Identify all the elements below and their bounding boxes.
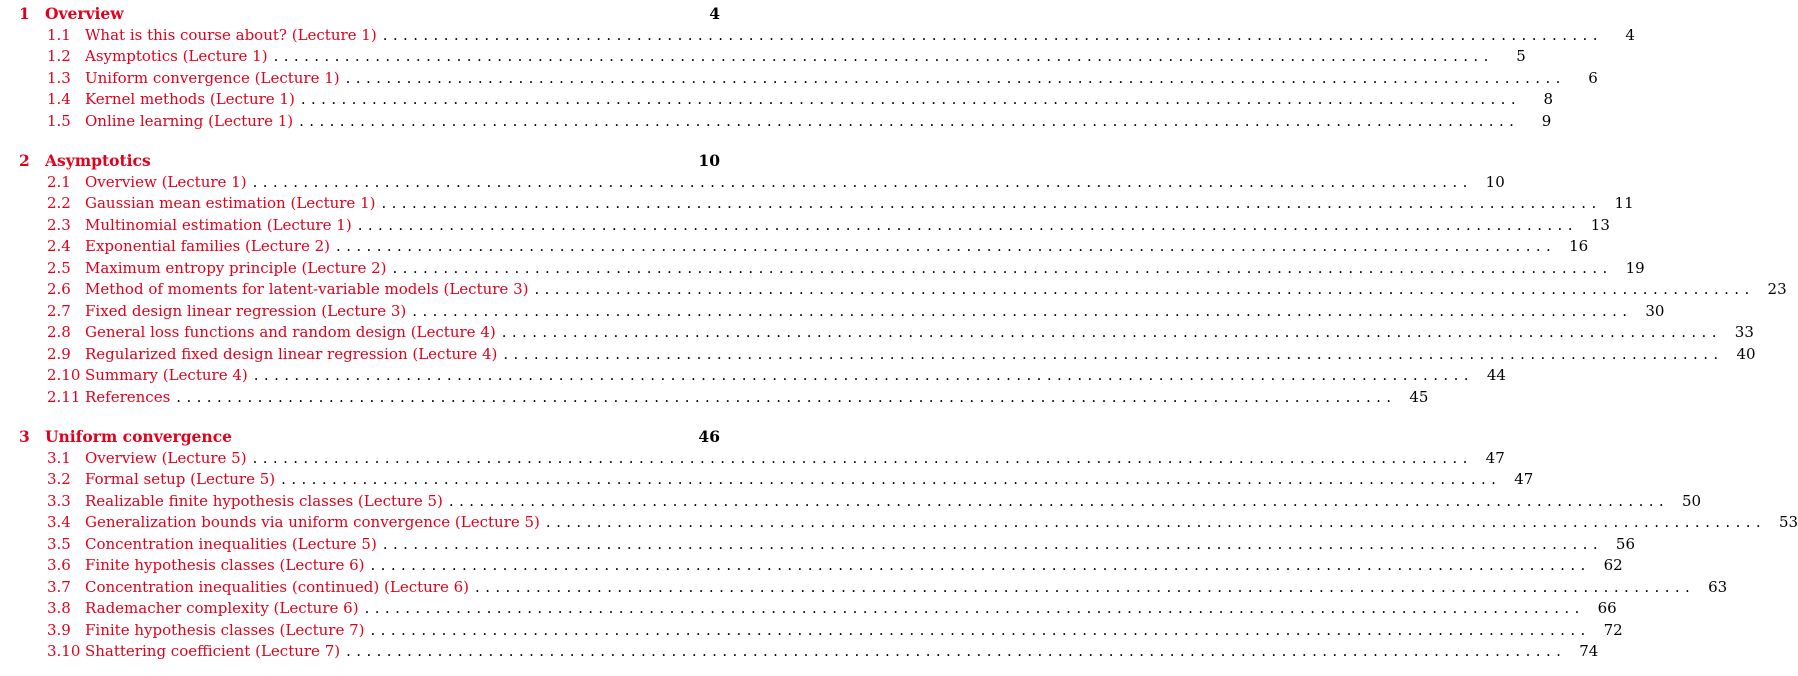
- toc-entry-title: Asymptotics: [45, 151, 151, 170]
- toc-page-number: 63: [1708, 577, 1728, 596]
- toc-entry-title: Uniform convergence (Lecture 1): [85, 68, 340, 87]
- toc-subsection-link[interactable]: [0, 555, 1623, 576]
- toc-entry-title: Concentration inequalities (continued) (Lecture 6): [85, 577, 470, 596]
- toc-entry-title: Finite hypothesis classes (Lecture 6): [85, 556, 365, 574]
- toc-entry-number: 2.10: [47, 366, 81, 384]
- toc-entry-number: 1.2: [47, 47, 71, 65]
- toc-page-number: 23: [1767, 280, 1787, 298]
- toc-page-number: 44: [1486, 366, 1506, 384]
- toc-entry-number: 3.8: [47, 599, 71, 617]
- toc-subsection-link[interactable]: [0, 89, 1554, 110]
- toc-entry-number: 3.10: [47, 642, 81, 660]
- toc-subsection-link[interactable]: [0, 365, 1506, 386]
- toc-subsection-link[interactable]: [0, 620, 1623, 641]
- toc-subsection-link[interactable]: [0, 344, 1756, 365]
- dot-leader: ........................................................................................................................: [300, 90, 1522, 108]
- toc-page-number: 66: [1597, 599, 1617, 617]
- toc-subsection-link[interactable]: [0, 215, 1610, 236]
- toc-entry-number: 3.6: [47, 556, 71, 574]
- toc-subsection-link[interactable]: [0, 25, 1635, 46]
- toc-page-number: 6: [1588, 68, 1598, 87]
- toc-page-number: 62: [1603, 556, 1623, 574]
- dot-leader: ........................................................................................................................: [370, 620, 1591, 639]
- toc-entry-number: 3.3: [47, 491, 71, 510]
- dot-leader: ........................................................................................................................: [253, 366, 1474, 384]
- dot-leader: ........................................................................................................................: [448, 491, 1670, 510]
- toc-entry-number: 1.3: [47, 68, 71, 87]
- toc-page-number: 4: [1625, 25, 1635, 44]
- toc-entry-number: 3.5: [47, 534, 71, 553]
- toc-page-number: 45: [1409, 387, 1429, 406]
- dot-leader: ........................................................................................................................: [392, 258, 1613, 277]
- toc-entry-title: Overview (Lecture 5): [85, 448, 247, 467]
- toc-subsection-link[interactable]: [0, 111, 1552, 132]
- toc-entry-number: 2.9: [47, 344, 71, 363]
- toc-entry-number: 2.8: [47, 323, 71, 341]
- dot-leader: ........................................................................................................................: [501, 323, 1722, 341]
- toc-subsection-link[interactable]: [0, 534, 1635, 555]
- toc-entry-title: General loss functions and random design (Lecture 4): [85, 323, 496, 341]
- toc-page-number: 56: [1615, 534, 1635, 553]
- toc-page-number: 13: [1590, 215, 1610, 234]
- toc-entry-title: Fixed design linear regression (Lecture 3): [85, 301, 407, 320]
- toc-entry-title: What is this course about? (Lecture 1): [85, 25, 377, 44]
- dot-leader: ........................................................................................................................: [503, 344, 1724, 363]
- toc-page-number: 74: [1579, 642, 1599, 660]
- toc-entry-number: 1: [19, 4, 30, 23]
- toc-entry-title: Rademacher complexity (Lecture 6): [85, 599, 359, 617]
- toc-page-number: 4: [709, 4, 720, 23]
- toc-entry-number: 3.1: [47, 448, 71, 467]
- toc-entry-number: 2.5: [47, 258, 71, 277]
- toc-subsection-link[interactable]: [0, 641, 1599, 662]
- toc-page-number: 40: [1736, 344, 1756, 363]
- toc-entry-title: Regularized fixed design linear regression (Lecture 4): [85, 344, 498, 363]
- toc-entry-title: Asymptotics (Lecture 1): [85, 47, 268, 65]
- toc-page-number: 47: [1485, 448, 1505, 467]
- toc-subsection-link[interactable]: [0, 448, 1505, 469]
- dot-leader: ........................................................................................................................: [252, 172, 1473, 191]
- toc-page-number: 8: [1543, 90, 1554, 108]
- toc-page-number: 5: [1516, 47, 1526, 65]
- toc-entry-title: References: [85, 387, 171, 406]
- dot-leader: ........................................................................................................................: [370, 556, 1591, 574]
- toc-page-number: 46: [698, 427, 720, 446]
- toc-entry-title: Concentration inequalities (Lecture 5): [85, 534, 377, 553]
- toc-subsection-link[interactable]: [0, 598, 1617, 619]
- toc-section-link[interactable]: [0, 150, 744, 171]
- toc-entry-title: Summary (Lecture 4): [85, 366, 248, 384]
- toc-entry-number: 1.1: [47, 25, 71, 44]
- toc-subsection-link[interactable]: [0, 512, 1798, 533]
- toc-entry-title: Overview (Lecture 1): [85, 172, 247, 191]
- toc-page-number: 33: [1734, 323, 1754, 341]
- toc-entry-title: Method of moments for latent-variable models (Lecture 3): [85, 280, 529, 298]
- toc-page-number: 47: [1514, 470, 1534, 488]
- toc-subsection-link[interactable]: [0, 46, 1526, 67]
- toc-section-link[interactable]: [0, 3, 744, 24]
- toc-subsection-link[interactable]: [0, 322, 1754, 343]
- toc-subsection-link[interactable]: [0, 68, 1598, 89]
- toc-entry-number: 2.4: [47, 237, 71, 255]
- toc-entry-title: Maximum entropy principle (Lecture 2): [85, 258, 387, 277]
- toc-page-number: 11: [1614, 194, 1634, 212]
- toc-entry-title: Gaussian mean estimation (Lecture 1): [85, 194, 376, 212]
- toc-entry-number: 2.11: [47, 387, 81, 406]
- toc-subsection-link[interactable]: [0, 236, 1589, 257]
- toc-entry-number: 3.9: [47, 620, 71, 639]
- toc-entry-title: Online learning (Lecture 1): [85, 111, 294, 130]
- toc-subsection-link[interactable]: [0, 172, 1505, 193]
- toc-page-number: 30: [1645, 301, 1665, 320]
- toc-entry-number: 2.1: [47, 172, 71, 191]
- toc-subsection-link[interactable]: [0, 491, 1702, 512]
- toc-entry-number: 3.4: [47, 513, 71, 531]
- toc-entry-title: Generalization bounds via uniform convergence (Lecture 5): [85, 513, 540, 531]
- toc-entry-number: 3.2: [47, 470, 71, 488]
- toc-entry-title: Uniform convergence: [45, 427, 232, 446]
- dot-leader: ........................................................................................................................: [381, 194, 1602, 212]
- dot-leader: ........................................................................................................................: [545, 513, 1767, 531]
- toc-page-number: 53: [1778, 513, 1798, 531]
- dot-leader: ........................................................................................................................: [382, 534, 1603, 553]
- dot-leader: ........................................................................................................................: [336, 237, 1557, 255]
- dot-leader: ........................................................................................................................: [346, 642, 1567, 660]
- dot-leader: ........................................................................................................................: [273, 47, 1494, 65]
- dot-leader: ........................................................................................................................: [534, 280, 1755, 298]
- toc-entry-title: Shattering coefficient (Lecture 7): [85, 642, 341, 660]
- toc-page-number: 10: [698, 151, 720, 170]
- toc-entry-number: 2.6: [47, 280, 71, 298]
- dot-leader: ........................................................................................................................: [176, 387, 1397, 406]
- toc-subsection-link[interactable]: [0, 301, 1665, 322]
- toc-subsection-link[interactable]: [0, 387, 1429, 408]
- toc-entry-title: Formal setup (Lecture 5): [85, 470, 276, 488]
- toc-entry-number: 2: [19, 151, 30, 170]
- dot-leader: ........................................................................................................................: [364, 599, 1585, 617]
- toc-subsection-link[interactable]: [0, 193, 1634, 214]
- toc-entry-number: 2.3: [47, 215, 71, 234]
- toc-page-number: 19: [1625, 258, 1645, 277]
- toc-entry-title: Overview: [45, 4, 124, 23]
- dot-leader: ........................................................................................................................: [475, 577, 1696, 596]
- toc-entry-title: Finite hypothesis classes (Lecture 7): [85, 620, 365, 639]
- toc-entry-number: 2.7: [47, 301, 71, 320]
- toc-entry-title: Kernel methods (Lecture 1): [85, 90, 295, 108]
- toc-entry-number: 3: [19, 427, 30, 446]
- toc-subsection-link[interactable]: [0, 469, 1534, 490]
- dot-leader: ........................................................................................................................: [357, 215, 1578, 234]
- dot-leader: ........................................................................................................................: [382, 25, 1603, 44]
- toc-subsection-link[interactable]: [0, 279, 1787, 300]
- toc-entry-number: 2.2: [47, 194, 71, 212]
- toc-entry-number: 3.7: [47, 577, 71, 596]
- toc-entry-title: Exponential families (Lecture 2): [85, 237, 331, 255]
- toc-section-link[interactable]: [0, 426, 744, 447]
- dot-leader: ........................................................................................................................: [412, 301, 1633, 320]
- toc-entry-number: 1.4: [47, 90, 71, 108]
- dot-leader: ........................................................................................................................: [299, 111, 1520, 130]
- toc-page-number: 50: [1681, 491, 1702, 510]
- toc-page-number: 9: [1541, 111, 1552, 130]
- toc-page-number: 72: [1603, 620, 1623, 639]
- toc-subsection-link[interactable]: [0, 577, 1728, 598]
- toc-subsection-link[interactable]: [0, 258, 1645, 279]
- dot-leader: ........................................................................................................................: [281, 470, 1502, 488]
- dot-leader: ........................................................................................................................: [345, 68, 1566, 87]
- toc-page-number: 10: [1485, 172, 1505, 191]
- toc-entry-number: 1.5: [47, 111, 71, 130]
- toc-entry-title: Multinomial estimation (Lecture 1): [85, 215, 352, 234]
- toc-page-number: 16: [1569, 237, 1589, 255]
- toc-entry-title: Realizable finite hypothesis classes (Lecture 5): [85, 491, 443, 510]
- dot-leader: ........................................................................................................................: [252, 448, 1473, 467]
